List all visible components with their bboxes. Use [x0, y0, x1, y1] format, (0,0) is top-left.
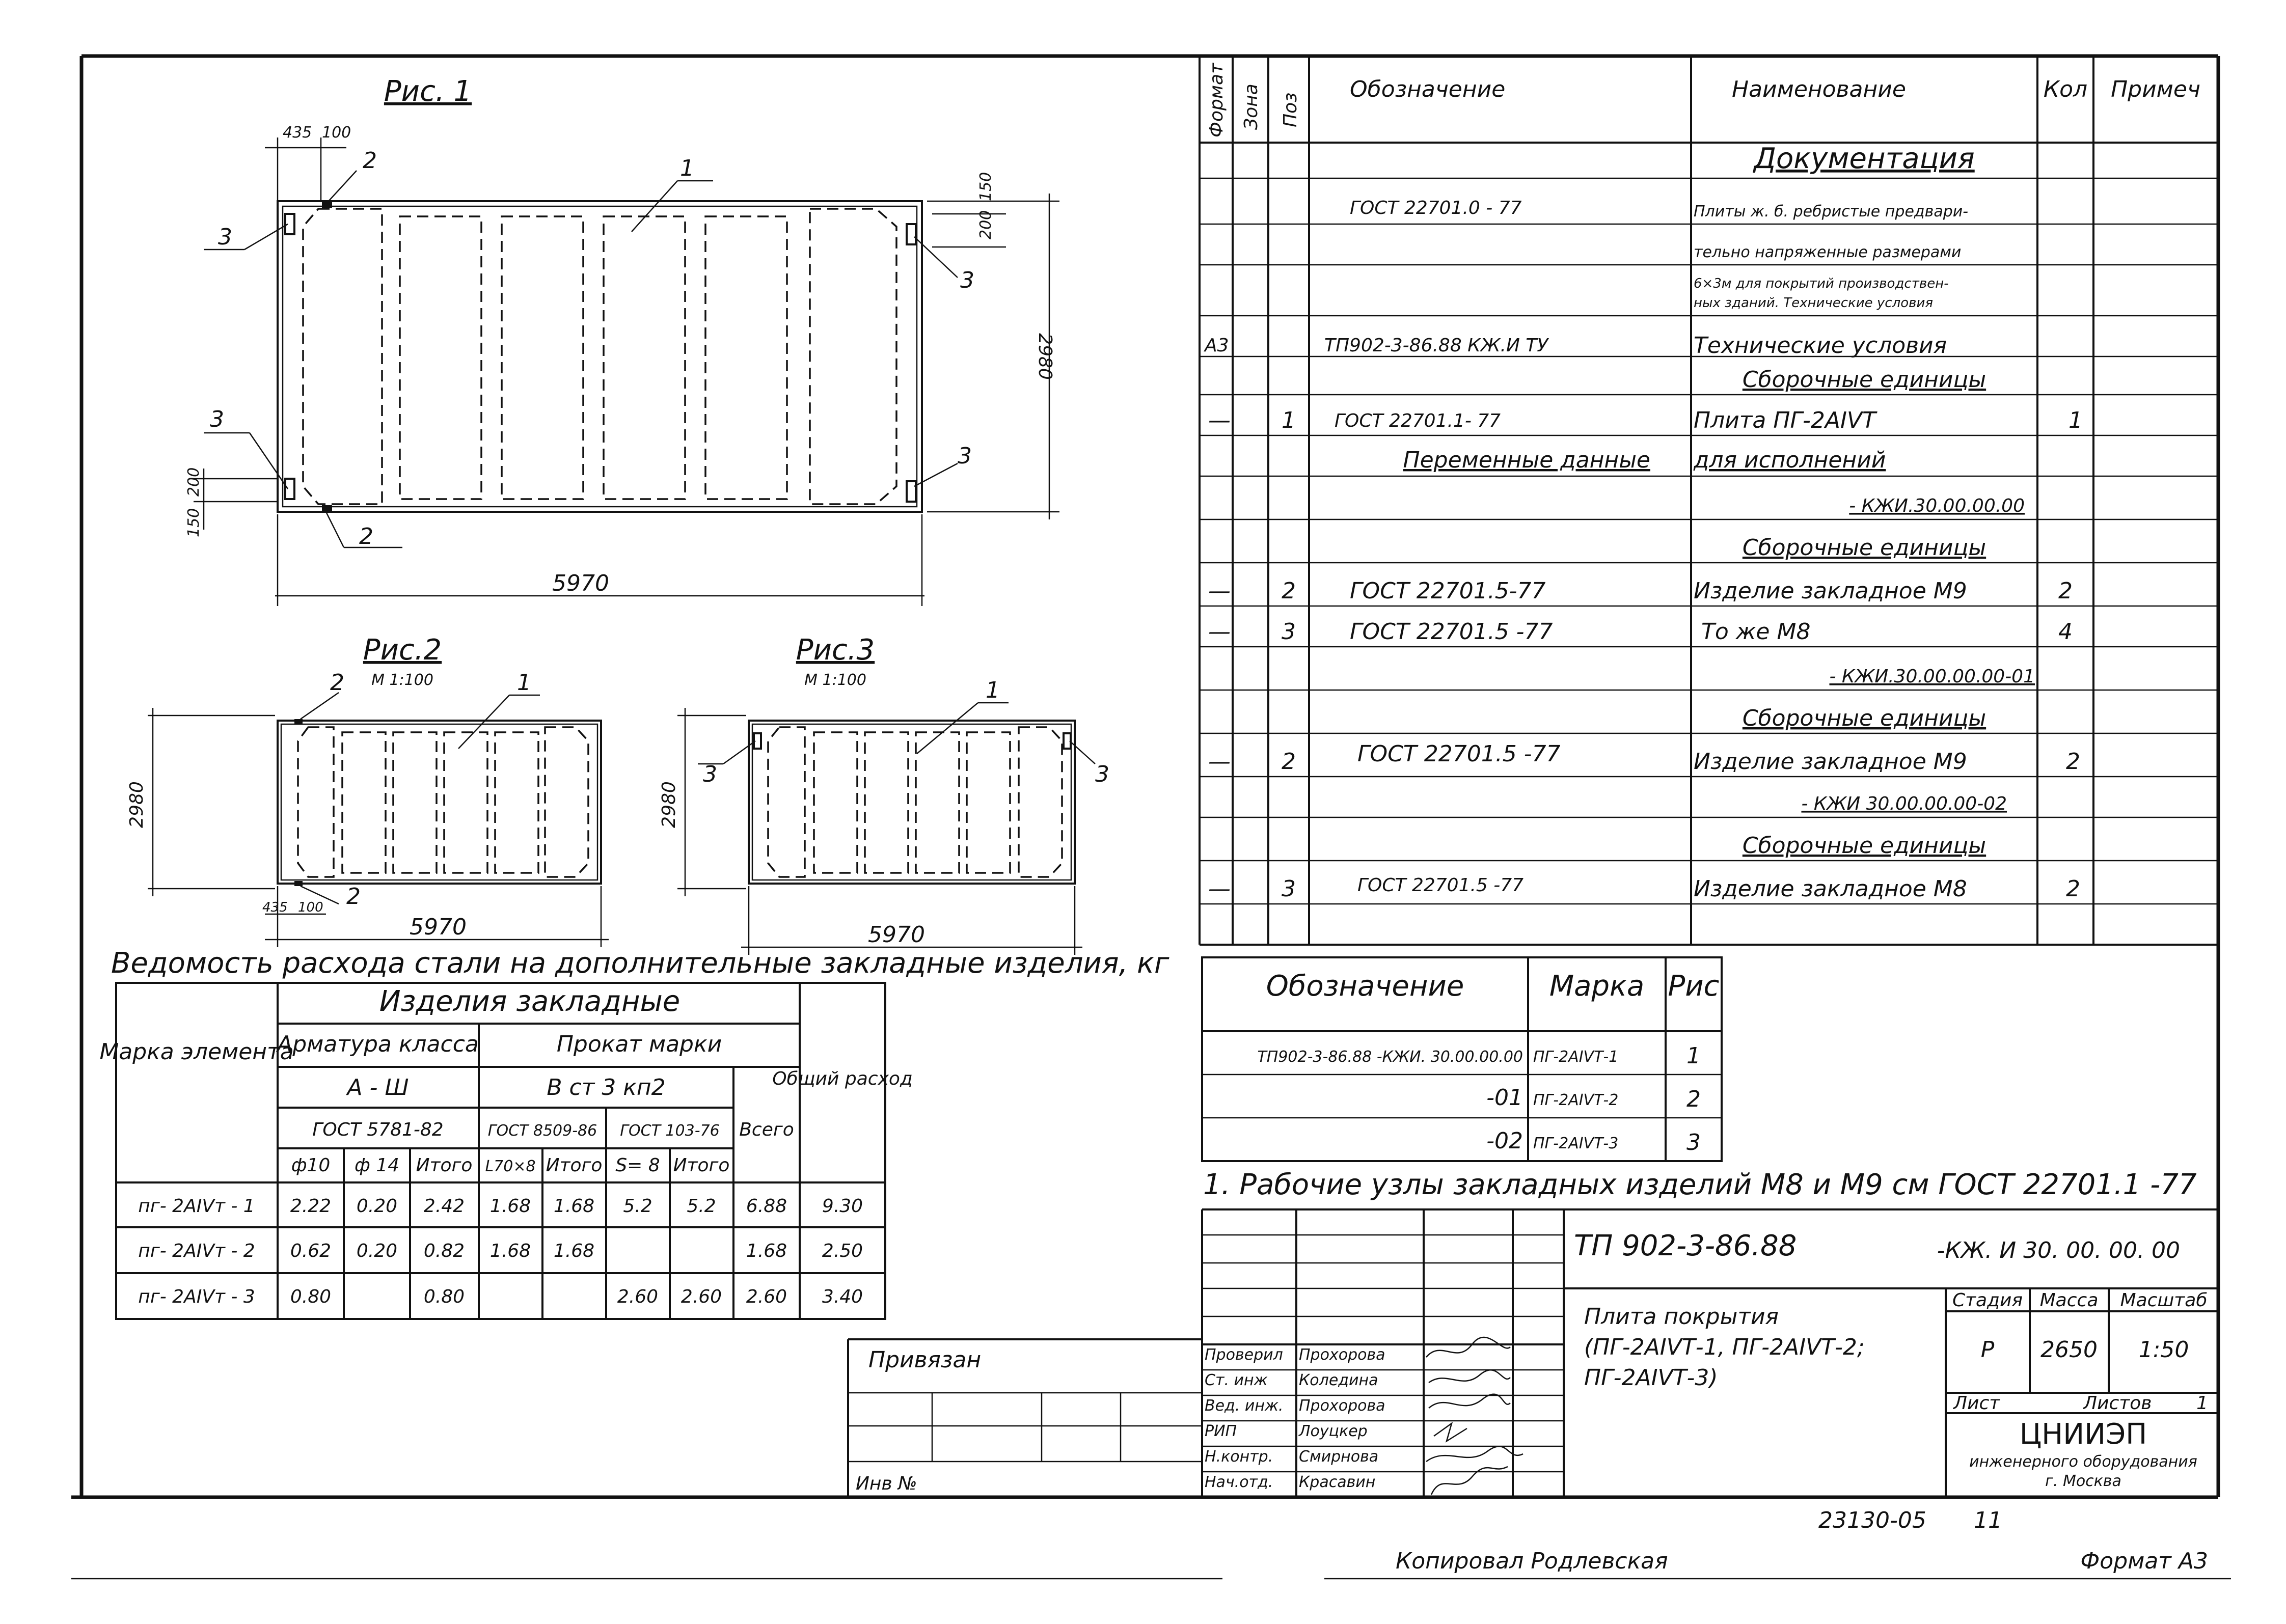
spec-row-name: Плиты ж. б. ребристые предвари-	[1694, 203, 1969, 221]
figure-3-title: Рис.3	[796, 634, 875, 667]
fig2-dim-100: 100	[298, 900, 323, 915]
spec-row-variant: - КЖИ 30.00.00.00-02	[1801, 793, 2007, 814]
fig1-dim-150l: 150	[185, 508, 203, 537]
signer-role: Вед. инж.	[1205, 1397, 1284, 1415]
steel-h-total: Общий расход	[772, 1068, 913, 1089]
fig1-callout-2a: 2	[363, 148, 377, 174]
steel-h-f10: ф10	[291, 1155, 331, 1176]
variants-row-designation: -02	[1486, 1128, 1523, 1154]
spec-row-title: Сборочные единицы	[1742, 705, 1986, 731]
spec-row-name: Плита ПГ-2АIVТ	[1694, 407, 1876, 433]
spec-h-pos: Поз	[1280, 92, 1301, 127]
steel-cell: 0.20	[356, 1196, 398, 1217]
steel-cell: 5.2	[623, 1196, 652, 1217]
steel-cell: 0.82	[423, 1241, 465, 1261]
steel-cell: 3.40	[822, 1286, 863, 1307]
spec-row-name: Технические условия	[1694, 333, 1947, 359]
spec-row-format: —	[1208, 749, 1231, 775]
fig1-dim-435: 435	[283, 124, 312, 142]
title-block-h-stage: Стадия	[1952, 1290, 2023, 1311]
fig3-dim-height: 2980	[659, 781, 679, 828]
title-block-name-2: (ПГ-2АIVТ-1, ПГ-2АIVТ-2;	[1584, 1334, 1865, 1360]
steel-h-itogo2: Итого	[546, 1155, 603, 1176]
drawing-note: 1. Рабочие узлы закладных изделий М8 и М9 см ГОСТ 22701.1 -77	[1203, 1168, 2197, 1201]
spec-row-pos: 2	[1282, 749, 1296, 775]
steel-row	[138, 1241, 863, 1261]
title-block-sheets-label: Листов	[2083, 1393, 2152, 1414]
fig2-callout-2a: 2	[330, 670, 344, 696]
spec-row-format: —	[1208, 407, 1231, 433]
spec-h-note: Примеч	[2111, 76, 2200, 102]
fig1-callout-2b: 2	[359, 524, 373, 549]
steel-h-vst: В ст 3 кп2	[547, 1075, 666, 1100]
signer-role: Н.контр.	[1205, 1448, 1273, 1466]
variants-row-mark: ПГ-2АIVТ-2	[1533, 1091, 1619, 1109]
steel-h-gost103: ГОСТ 103-76	[620, 1122, 720, 1140]
steel-cell: 1.68	[553, 1241, 595, 1261]
steel-h-items: Изделия закладные	[379, 985, 681, 1018]
steel-h-itogo3: Итого	[673, 1155, 730, 1176]
fig1-dim-width: 5970	[552, 570, 609, 596]
steel-h-itogo1: Итого	[416, 1155, 473, 1176]
spec-row-designation: ГОСТ 22701.0 - 77	[1350, 198, 1522, 218]
signer-role: Ст. инж	[1205, 1371, 1268, 1389]
title-block-org-3: г. Москва	[2045, 1472, 2121, 1490]
steel-cell: 1.68	[746, 1241, 787, 1261]
spec-row-format: —	[1208, 619, 1231, 645]
fig1-callout-1: 1	[680, 155, 694, 181]
signer-name: Прохорова	[1299, 1397, 1385, 1415]
title-block-code2: -КЖ. И 30. 00. 00. 00	[1937, 1237, 2180, 1263]
steel-cell: 1.68	[553, 1196, 595, 1217]
fig3-callout-3a: 3	[703, 761, 717, 787]
spec-row-name: Изделие закладное М8	[1694, 876, 1967, 902]
steel-row-mark: пг- 2АIVт - 2	[138, 1241, 255, 1261]
fig2-dim-width: 5970	[410, 914, 467, 940]
variants-table	[1202, 957, 1722, 1161]
variants-row-fig: 1	[1686, 1043, 1701, 1069]
footer-number: 23130-05	[1818, 1507, 1926, 1533]
figure-1	[185, 75, 1059, 606]
fig1-dim-100: 100	[322, 124, 351, 142]
spec-row-qty: 4	[2058, 619, 2073, 645]
fig1-callout-3b: 3	[210, 406, 224, 432]
spec-row-qty: 2	[2066, 749, 2080, 775]
spec-h-name: Наименование	[1732, 76, 1906, 102]
steel-cell: 2.60	[681, 1286, 722, 1307]
variants-h-designation: Обозначение	[1266, 970, 1464, 1003]
fig2-callout-2b: 2	[346, 884, 361, 910]
fig2-dim-height: 2980	[126, 781, 147, 828]
steel-h-l70: L70×8	[485, 1158, 536, 1175]
variants-row-fig: 2	[1686, 1086, 1701, 1112]
spec-row-title: Сборочные единицы	[1742, 535, 1986, 561]
fig1-dim-200l: 200	[185, 467, 203, 497]
signer-role: Проверил	[1205, 1346, 1283, 1364]
steel-h-gost5781: ГОСТ 5781-82	[312, 1119, 444, 1140]
spec-row-name: ных зданий. Технические условия	[1694, 295, 1933, 311]
steel-cell: 2.22	[290, 1196, 332, 1217]
spec-h-zone: Зона	[1241, 84, 1262, 130]
title-block-inv: Инв №	[856, 1473, 917, 1494]
steel-cell: 0.62	[290, 1241, 332, 1261]
steel-h-mark: Марка элемента	[99, 1039, 294, 1065]
steel-cell: 2.60	[746, 1286, 787, 1307]
spec-row-variant: - КЖИ.30.00.00.00	[1849, 496, 2025, 516]
spec-row-qty: 2	[2058, 578, 2073, 604]
specification-table	[1200, 56, 2218, 945]
signer-name: Прохорова	[1299, 1346, 1385, 1364]
fig1-dim-150r: 150	[977, 172, 995, 201]
fig2-callout-1: 1	[517, 670, 531, 696]
fig3-dim-width: 5970	[868, 922, 925, 948]
variants-h-mark: Марка	[1549, 970, 1645, 1003]
steel-h-rolled: Прокат марки	[556, 1031, 722, 1057]
fig1-dim-200r: 200	[977, 210, 995, 239]
title-block-name-1: Плита покрытия	[1584, 1304, 1779, 1330]
spec-row-name: 6×3м для покрытий производствен-	[1694, 276, 1949, 291]
figure-2	[126, 634, 609, 947]
steel-cell: 0.80	[290, 1286, 332, 1307]
footer-sheet-num: 11	[1974, 1507, 2002, 1533]
signer-name: Смирнова	[1299, 1448, 1379, 1466]
spec-row-qty: 2	[2066, 876, 2080, 902]
steel-cell: 2.42	[423, 1196, 465, 1217]
spec-row-format: —	[1208, 876, 1231, 902]
variants-row-designation: ТП902-3-86.88 -КЖИ. 30.00.00.00	[1257, 1048, 1523, 1066]
spec-row-designation: ГОСТ 22701.5 -77	[1357, 741, 1561, 767]
spec-row-designation: ГОСТ 22701.5 -77	[1350, 619, 1553, 645]
steel-row	[138, 1286, 863, 1307]
signature-scribbles	[1426, 1337, 1523, 1495]
variants-row-fig: 3	[1686, 1130, 1701, 1155]
spec-row-title: Сборочные единицы	[1742, 833, 1986, 859]
steel-cell: 5.2	[687, 1196, 716, 1217]
title-block-scale: 1:50	[2138, 1337, 2189, 1363]
title-block-org-2: инженерного оборудования	[1969, 1453, 2197, 1471]
steel-h-rebar: Арматура класса	[277, 1031, 479, 1057]
spec-row-designation: Переменные данные	[1403, 447, 1650, 473]
spec-row-pos: 3	[1282, 619, 1296, 645]
steel-cell: 2.50	[822, 1241, 863, 1261]
steel-row	[138, 1196, 863, 1217]
title-block-code: ТП 902-3-86.88	[1574, 1229, 1797, 1262]
figure-3-scale: М 1:100	[804, 671, 866, 689]
spec-row-name: То же М8	[1701, 619, 1811, 645]
steel-cell: 0.80	[423, 1286, 465, 1307]
spec-row-pos: 2	[1282, 578, 1296, 604]
steel-h-a3: А - Ш	[347, 1075, 409, 1100]
spec-row-variant: - КЖИ.30.00.00.00-01	[1829, 666, 2035, 687]
fig1-dim-height: 2980	[1035, 333, 1055, 380]
figure-2-title: Рис.2	[363, 634, 442, 667]
fig3-callout-3b: 3	[1095, 761, 1109, 787]
spec-h-designation: Обозначение	[1350, 76, 1506, 102]
spec-row-pos: 1	[1282, 407, 1296, 433]
spec-row-name: тельно напряженные размерами	[1694, 243, 1962, 261]
steel-h-gost8509: ГОСТ 8509-86	[487, 1122, 597, 1140]
signer-role: РИП	[1205, 1422, 1237, 1440]
spec-row-title: Сборочные единицы	[1742, 367, 1986, 393]
figure-2-scale: М 1:100	[371, 671, 433, 689]
steel-cell: 1.68	[489, 1196, 531, 1217]
title-block-sheet-label: Лист	[1953, 1393, 2000, 1414]
sheet-footer	[71, 1507, 2231, 1579]
steel-cell: 9.30	[822, 1196, 863, 1217]
fig3-callout-1: 1	[986, 677, 1000, 703]
steel-h-f14: ф 14	[354, 1155, 400, 1176]
fig1-callout-3c: 3	[960, 267, 974, 293]
variants-row-mark: ПГ-2АIVТ-1	[1533, 1048, 1619, 1066]
spec-row-name: Изделие закладное М9	[1694, 749, 1967, 775]
signer-name: Красавин	[1299, 1473, 1376, 1491]
spec-h-qty: Кол	[2043, 76, 2088, 102]
steel-h-s8: S= 8	[615, 1155, 660, 1176]
figure-3	[659, 634, 1109, 955]
title-block-sheets: 1	[2196, 1393, 2208, 1414]
signer-role: Нач.отд.	[1205, 1473, 1273, 1491]
spec-row-designation: ТП902-3-86.88 КЖ.И ТУ	[1324, 335, 1548, 356]
spec-row-pos: 3	[1282, 876, 1296, 902]
steel-row-mark: пг- 2АIVт - 1	[138, 1196, 255, 1217]
title-block-h-mass: Масса	[2039, 1290, 2099, 1311]
title-block-org-1: ЦНИИЭП	[2019, 1418, 2147, 1451]
variants-h-fig: Рис	[1668, 970, 1720, 1003]
spec-row-qty: 1	[2069, 407, 2083, 433]
steel-cell: 2.60	[617, 1286, 659, 1307]
steel-cell: 6.88	[746, 1196, 787, 1217]
variants-row-designation: -01	[1486, 1085, 1523, 1111]
title-block	[848, 1209, 2218, 1497]
steel-cell: 0.20	[356, 1241, 398, 1261]
title-block-mass: 2650	[2040, 1337, 2098, 1363]
footer-copied: Копировал Родлевская	[1396, 1548, 1668, 1574]
figure-1-title: Рис. 1	[384, 75, 472, 108]
steel-cell: 1.68	[489, 1241, 531, 1261]
spec-row-name: Изделие закладное М9	[1694, 578, 1967, 604]
fig1-callout-3d: 3	[958, 443, 972, 469]
spec-row-designation: ГОСТ 22701.5-77	[1350, 578, 1546, 604]
steel-h-all: Всего	[739, 1119, 794, 1140]
title-block-signatures	[1205, 1337, 1523, 1495]
spec-row-designation: ГОСТ 22701.1- 77	[1335, 410, 1501, 431]
spec-row-format: —	[1208, 578, 1231, 604]
title-block-name-3: ПГ-2АIVТ-3)	[1584, 1365, 1718, 1391]
spec-row-name: для исполнений	[1694, 447, 1886, 473]
spec-row-title: Документация	[1754, 142, 1975, 175]
steel-consumption-table	[99, 947, 1169, 1319]
steel-table-caption: Ведомость расхода стали на дополнительные закладные изделия, кг	[111, 947, 1169, 980]
signer-name: Лоуцкер	[1299, 1422, 1368, 1440]
title-block-h-scale: Масштаб	[2120, 1290, 2208, 1311]
spec-row-designation: ГОСТ 22701.5 -77	[1357, 875, 1524, 896]
steel-row-mark: пг- 2АIVт - 3	[138, 1286, 255, 1307]
title-block-stage: Р	[1980, 1337, 1995, 1363]
spec-row-format: А3	[1205, 335, 1229, 356]
title-block-linked: Привязан	[868, 1347, 982, 1373]
footer-format: Формат А3	[2080, 1548, 2208, 1574]
spec-h-format: Формат	[1206, 63, 1227, 137]
fig2-dim-435: 435	[262, 900, 288, 915]
variants-row-mark: ПГ-2АIVТ-3	[1533, 1135, 1619, 1152]
fig1-callout-3a: 3	[218, 224, 232, 250]
signer-name: Коледина	[1299, 1371, 1378, 1389]
